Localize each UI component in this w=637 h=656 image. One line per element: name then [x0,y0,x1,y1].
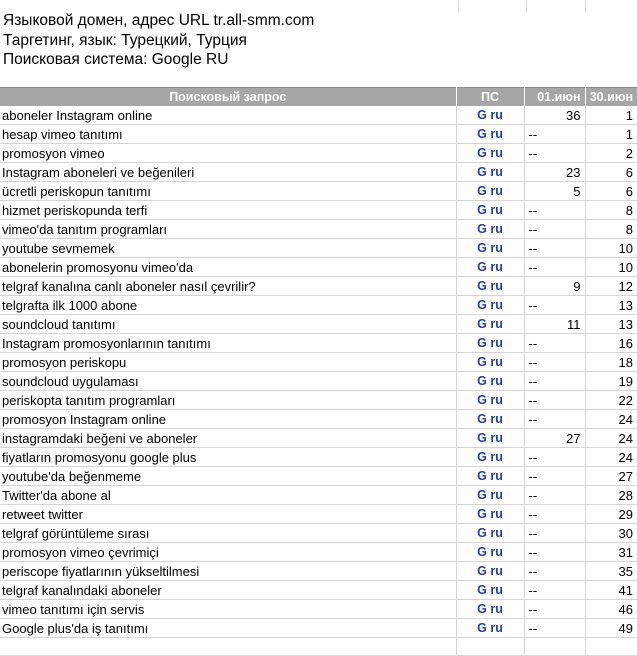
column-header-se[interactable]: ПС [456,88,524,107]
table-row [0,106,637,125]
position-date2-cell: 29 [585,505,637,524]
position-date2-cell: 31 [585,543,637,562]
no-position-value: -- [528,544,538,560]
table-row [0,182,637,201]
query-cell: promosyon periskopu [0,353,456,372]
position-date1-cell [524,562,585,581]
query-cell: soundcloud tanıtımı [0,315,456,334]
table-row [0,315,637,334]
table-row [0,125,637,144]
position-date1-cell [524,600,585,619]
query-cell: telgraf kanalındaki aboneler [0,581,456,600]
position-date1-cell [524,505,585,524]
table-row [0,163,637,182]
position-date2-cell: 8 [585,220,637,239]
position-date1-cell [524,619,585,638]
search-engine-cell: G ru [456,315,524,334]
search-engine-cell: G ru [456,562,524,581]
search-engine-cell: G ru [456,201,524,220]
table-row [0,562,637,581]
position-date2-cell: 22 [585,391,637,410]
position-date2-cell: 28 [585,486,637,505]
position-date1-cell [524,258,585,277]
search-engine-cell: G ru [456,391,524,410]
no-position-value: -- [528,145,538,161]
table-row [0,524,637,543]
no-position-value: -- [528,354,538,370]
position-date1-cell: 36 [524,106,585,125]
position-date1-cell [524,581,585,600]
query-cell: aboneler Instagram online [0,106,456,125]
query-cell: Instagram promosyonlarının tanıtımı [0,334,456,353]
no-position-value: -- [528,126,538,142]
table-row [0,277,637,296]
query-cell: vimeo tanıtımı için servis [0,600,456,619]
table-row [0,600,637,619]
query-cell: fiyatların promosyonu google plus [0,448,456,467]
position-date1-cell [524,296,585,315]
position-date2-cell: 16 [585,334,637,353]
table-row [0,410,637,429]
search-engine-cell: G ru [456,144,524,163]
domain-line: Языковой домен, адрес URL tr.all-smm.com [3,12,315,29]
query-cell: youtube'da beğenmeme [0,467,456,486]
position-date1-cell [524,486,585,505]
position-date2-cell: 1 [585,125,637,144]
table-row [0,144,637,163]
query-cell: retweet twitter [0,505,456,524]
position-date2-cell: 41 [585,581,637,600]
no-position-value: -- [528,411,538,427]
query-cell: ücretli periskopun tanıtımı [0,182,456,201]
position-date1-cell [524,543,585,562]
search-engine-cell: G ru [456,410,524,429]
no-position-value: -- [528,392,538,408]
search-engine-cell: G ru [456,182,524,201]
no-position-value: -- [528,449,538,465]
search-engine-cell: G ru [456,296,524,315]
position-date1-cell [524,448,585,467]
no-position-value: -- [528,601,538,617]
position-date1-cell [524,353,585,372]
table-row [0,220,637,239]
search-engine-cell: G ru [456,220,524,239]
table-row [0,467,637,486]
query-cell: telgraf kanalına canlı aboneler nasıl çevrilir? [0,277,456,296]
search-engine-cell: G ru [456,524,524,543]
position-date1-cell [524,239,585,258]
position-date1-cell [524,524,585,543]
search-engine-cell: G ru [456,505,524,524]
search-engine-cell: G ru [456,619,524,638]
column-header-query[interactable]: Поисковый запрос [0,88,456,107]
search-engine-cell: G ru [456,106,524,125]
search-engine-line: Поисковая система: Google RU [3,51,229,68]
position-date2-cell: 6 [585,163,637,182]
position-date1-cell [524,334,585,353]
no-position-value: -- [528,506,538,522]
position-date2-cell: 6 [585,182,637,201]
empty-cell [456,638,524,656]
position-date1-cell: 23 [524,163,585,182]
query-cell: instagramdaki beğeni ve aboneler [0,429,456,448]
table-row [0,581,637,600]
table-row [0,543,637,562]
search-engine-cell: G ru [456,486,524,505]
no-position-value: -- [528,373,538,389]
position-date2-cell: 24 [585,410,637,429]
table-row [0,448,637,467]
query-cell: Twitter'da abone al [0,486,456,505]
search-engine-cell: G ru [456,429,524,448]
query-cell: promosyon vimeo [0,144,456,163]
query-cell: periscope fiyatlarının yükseltilmesi [0,562,456,581]
position-date2-cell: 10 [585,258,637,277]
query-cell: telgraf görüntüleme sırası [0,524,456,543]
search-engine-cell: G ru [456,334,524,353]
query-cell: promosyon vimeo çevrimiçi [0,543,456,562]
search-engine-cell: G ru [456,239,524,258]
query-cell: hesap vimeo tanıtımı [0,125,456,144]
no-position-value: -- [528,259,538,275]
targeting-line: Таргетинг, язык: Турецкий, Турция [3,31,247,49]
search-engine-cell: G ru [456,163,524,182]
position-date1-cell: 11 [524,315,585,334]
search-engine-cell: G ru [456,543,524,562]
query-cell: vimeo'da tanıtım programları [0,220,456,239]
position-date2-cell: 2 [585,144,637,163]
query-cell: soundcloud uygulaması [0,372,456,391]
position-date2-cell: 10 [585,239,637,258]
rankings-table [0,87,637,656]
table-header-row [0,88,637,107]
no-position-value: -- [528,240,538,256]
search-engine-cell: G ru [456,125,524,144]
position-date1-cell [524,372,585,391]
position-date2-cell: 13 [585,296,637,315]
no-position-value: -- [528,202,538,218]
no-position-value: -- [528,582,538,598]
search-engine-cell: G ru [456,600,524,619]
position-date1-cell [524,201,585,220]
no-position-value: -- [528,297,538,313]
position-date2-cell: 12 [585,277,637,296]
table-row [0,258,637,277]
search-engine-cell: G ru [456,258,524,277]
position-date2-cell: 13 [585,315,637,334]
no-position-value: -- [528,620,538,636]
position-date1-cell [524,125,585,144]
query-cell: Google plus'da iş tanıtımı [0,619,456,638]
position-date2-cell: 8 [585,201,637,220]
report-header [3,11,314,70]
empty-cell [0,638,456,656]
position-date2-cell: 46 [585,600,637,619]
position-date1-cell [524,410,585,429]
position-date1-cell: 5 [524,182,585,201]
position-date2-cell: 18 [585,353,637,372]
column-header-date2[interactable]: 30.июн [585,88,637,107]
table-row [0,296,637,315]
position-date1-cell [524,220,585,239]
table-row [0,486,637,505]
no-position-value: -- [528,525,538,541]
table-row [0,239,637,258]
position-date2-cell: 30 [585,524,637,543]
position-date2-cell: 24 [585,429,637,448]
search-engine-cell: G ru [456,372,524,391]
table-row [0,334,637,353]
query-cell: promosyon Instagram online [0,410,456,429]
position-date1-cell [524,467,585,486]
search-engine-cell: G ru [456,581,524,600]
empty-cell [524,638,585,656]
table-row [0,201,637,220]
no-position-value: -- [528,221,538,237]
no-position-value: -- [528,468,538,484]
table-row [0,391,637,410]
table-row [0,505,637,524]
table-row [0,372,637,391]
no-position-value: -- [528,487,538,503]
position-date1-cell: 27 [524,429,585,448]
position-date2-cell: 24 [585,448,637,467]
position-date2-cell: 35 [585,562,637,581]
position-date2-cell: 1 [585,106,637,125]
no-position-value: -- [528,335,538,351]
empty-row [0,638,637,656]
query-cell: telgrafta ilk 1000 abone [0,296,456,315]
query-cell: hizmet periskopunda terfi [0,201,456,220]
position-date1-cell: 9 [524,277,585,296]
no-position-value: -- [528,563,538,579]
query-cell: Instagram aboneleri ve beğenileri [0,163,456,182]
query-cell: periskopta tanıtım programları [0,391,456,410]
position-date1-cell [524,144,585,163]
position-date1-cell [524,391,585,410]
position-date2-cell: 19 [585,372,637,391]
query-cell: abonelerin promosyonu vimeo'da [0,258,456,277]
query-cell: youtube sevmemek [0,239,456,258]
position-date2-cell: 27 [585,467,637,486]
position-date2-cell: 49 [585,619,637,638]
search-engine-cell: G ru [456,448,524,467]
search-engine-cell: G ru [456,467,524,486]
search-engine-cell: G ru [456,277,524,296]
table-row [0,619,637,638]
table-row [0,429,637,448]
search-engine-cell: G ru [456,353,524,372]
table-row [0,353,637,372]
column-header-date1[interactable]: 01.июн [524,88,585,107]
empty-cell [585,638,637,656]
